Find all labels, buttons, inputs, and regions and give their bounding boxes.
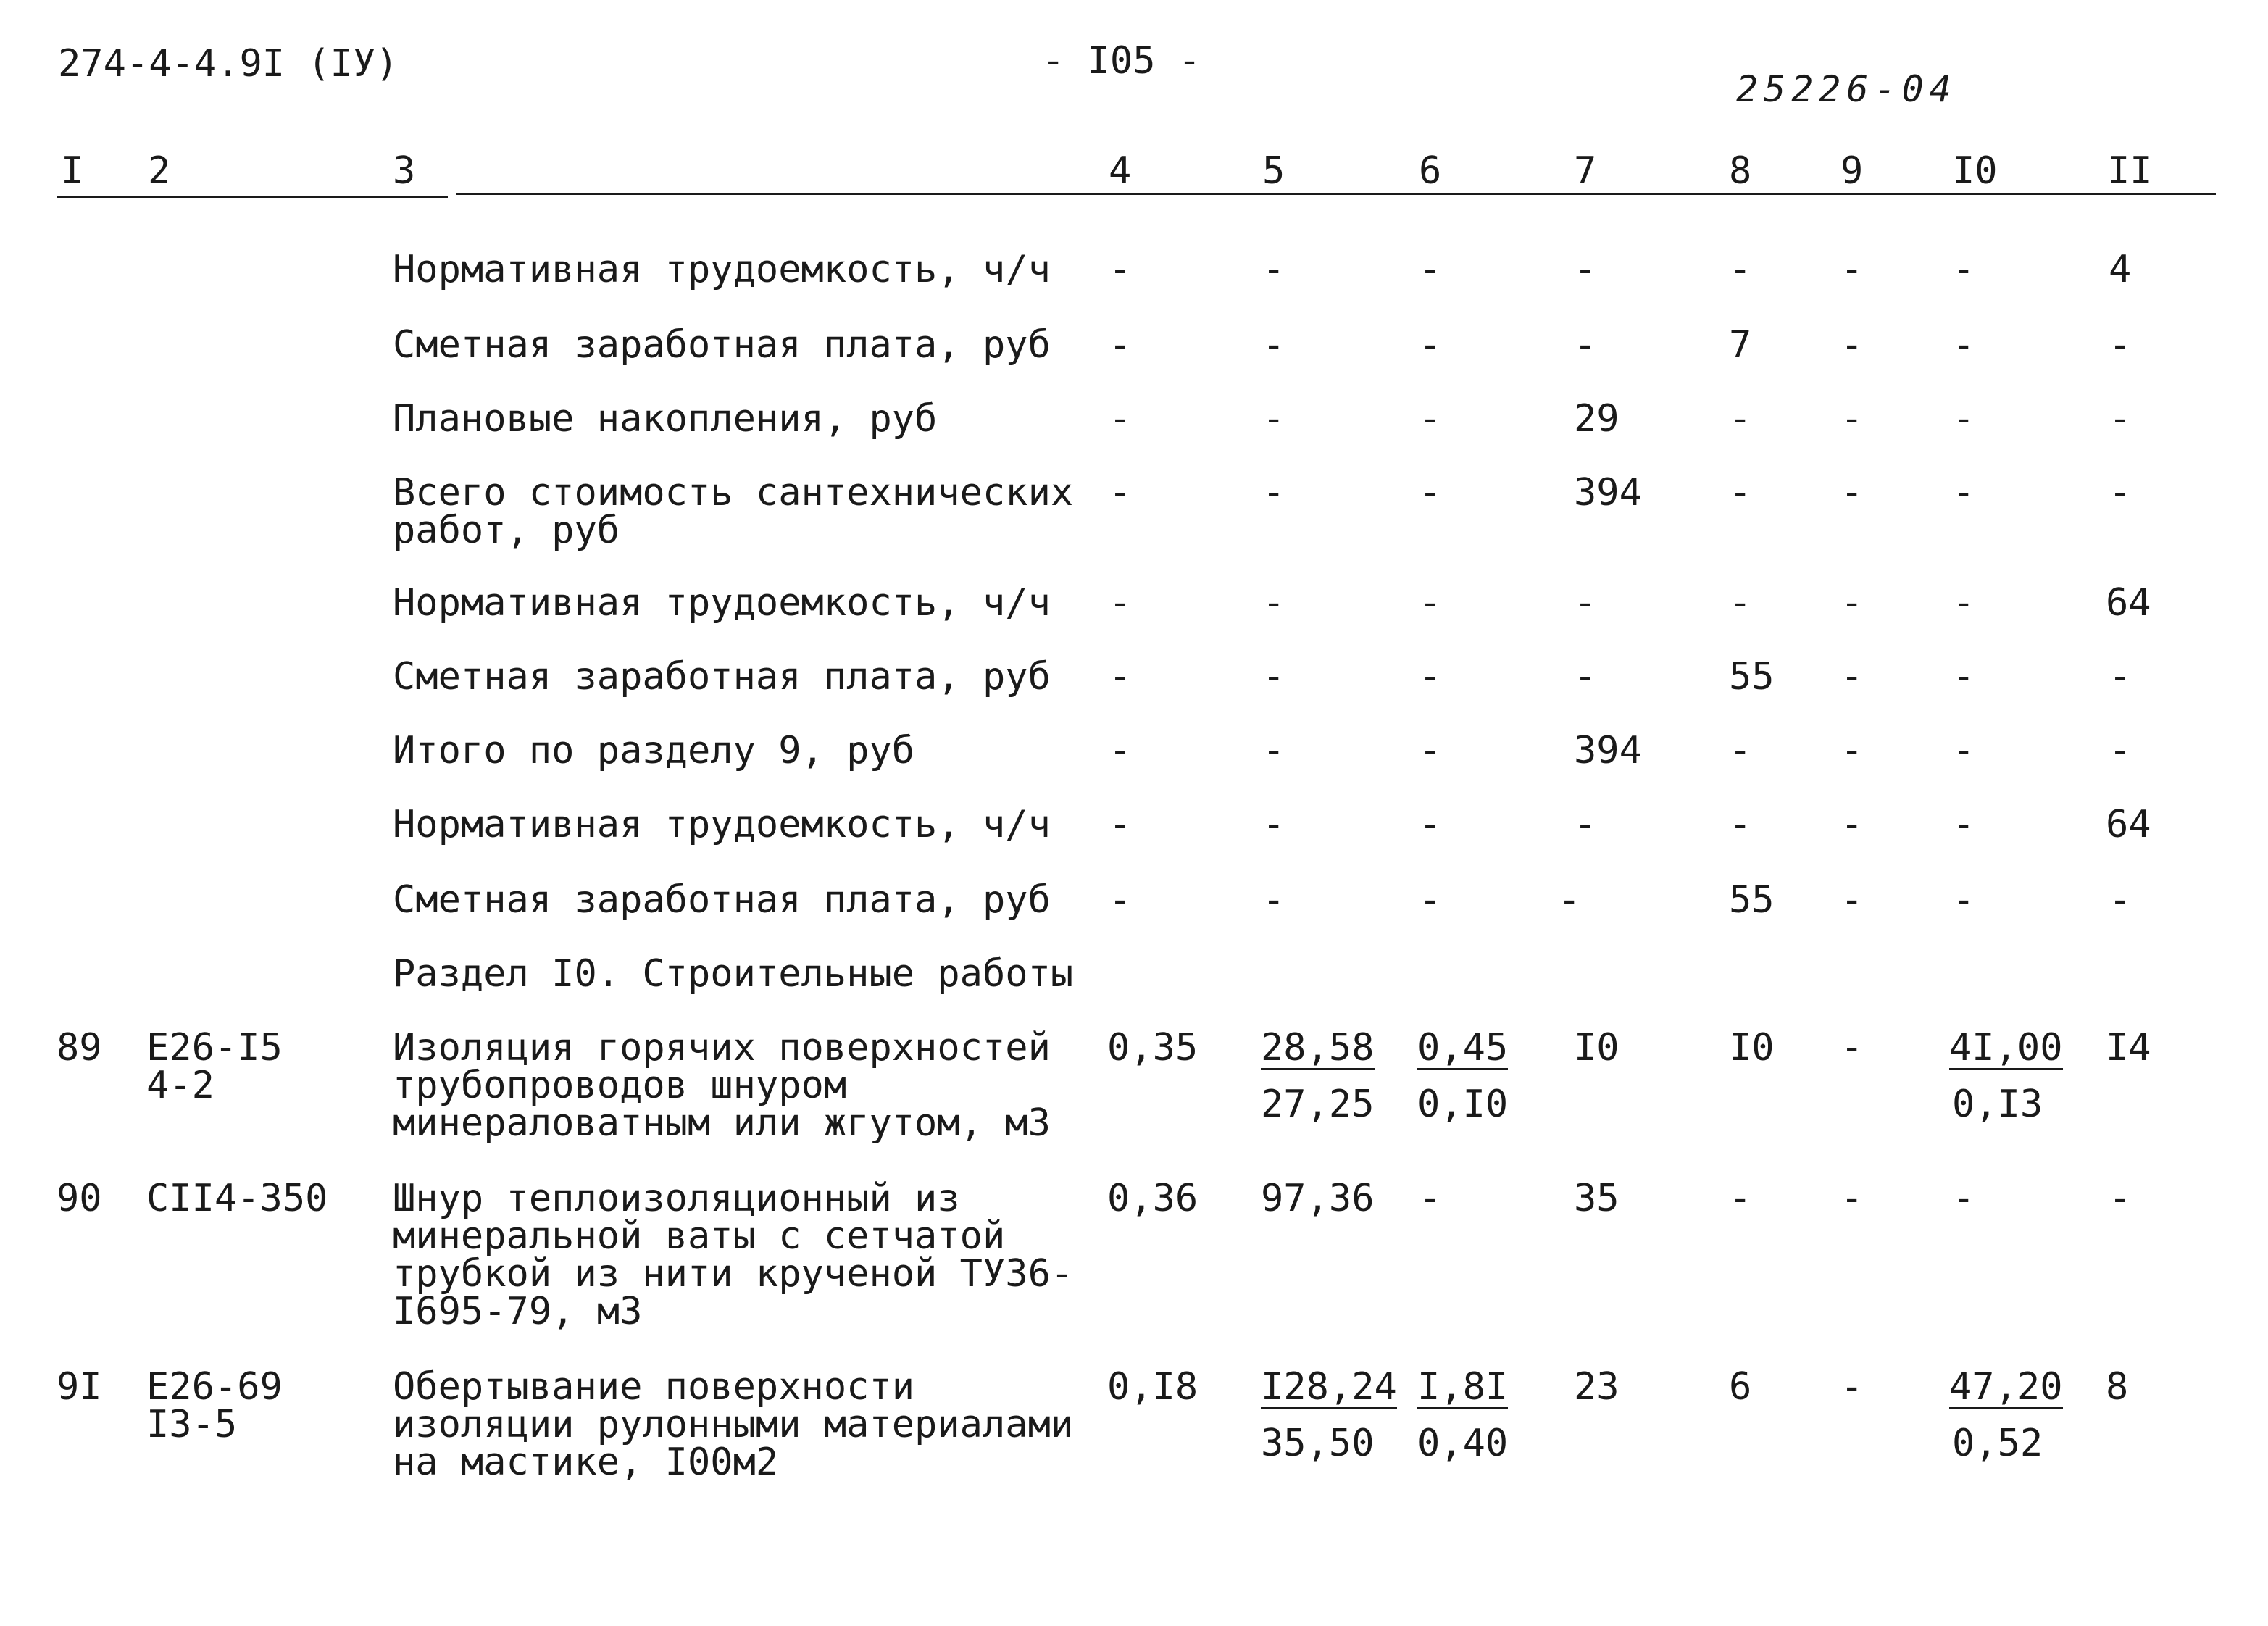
- row-description: Нормативная трудоемкость, ч/ч: [393, 248, 1051, 291]
- cell-col10: -: [1952, 729, 1975, 772]
- cell-col6: -: [1419, 248, 1442, 291]
- col-header-11: II: [2107, 149, 2153, 193]
- cell-col9: -: [1840, 803, 1864, 846]
- cell-col11: -: [2109, 471, 2132, 514]
- col-header-10: I0: [1952, 149, 1998, 193]
- cell-col8: I0: [1729, 1026, 1775, 1070]
- cell-col10: -: [1952, 1177, 1975, 1220]
- cell-col8: -: [1729, 803, 1752, 846]
- cell-col6: -: [1419, 729, 1442, 772]
- row-description: Итого по разделу 9, руб: [393, 729, 915, 772]
- col-header-6: 6: [1419, 149, 1442, 193]
- cell-col8: -: [1729, 581, 1752, 625]
- row-number: 90: [57, 1177, 102, 1220]
- cell-col8: -: [1729, 729, 1752, 772]
- cell-col11: -: [2109, 729, 2132, 772]
- cell-col5-top: I28,24: [1261, 1365, 1397, 1409]
- cell-col4: -: [1109, 397, 1132, 441]
- cell-col4: 0,36: [1107, 1177, 1198, 1220]
- cell-col11: I4: [2106, 1026, 2151, 1070]
- cell-col5: -: [1262, 878, 1285, 922]
- cell-col6: -: [1419, 803, 1442, 846]
- cell-col5-top: 28,58: [1261, 1026, 1375, 1070]
- cell-col9: -: [1840, 878, 1864, 922]
- cell-col4: -: [1109, 471, 1132, 514]
- section-heading: Раздел I0. Строительные работы: [393, 952, 1074, 996]
- cell-col5: -: [1262, 803, 1285, 846]
- cell-col11: 8: [2106, 1365, 2129, 1409]
- cell-col7: -: [1574, 323, 1597, 367]
- cell-col11: -: [2109, 323, 2132, 367]
- page-number: - I05 -: [1042, 39, 1201, 83]
- row-description: Обертывание поверхности изоляции рулонными материалами на мастике, I00м2: [393, 1365, 1074, 1484]
- cell-col10: -: [1952, 655, 1975, 699]
- row-description: Нормативная трудоемкость, ч/ч: [393, 581, 1051, 625]
- cell-col6-top: I,8I: [1417, 1365, 1509, 1409]
- cell-col9: -: [1840, 248, 1864, 291]
- cell-col11: 64: [2106, 581, 2151, 625]
- cell-col10-bottom: 0,I3: [1952, 1083, 2043, 1126]
- cell-col4: -: [1109, 323, 1132, 367]
- cell-col10-bottom: 0,52: [1952, 1422, 2043, 1465]
- cell-col7: -: [1574, 581, 1597, 625]
- cell-col10-top: 4I,00: [1949, 1026, 2063, 1070]
- document-code: 274-4-4.9I (IУ): [58, 42, 399, 86]
- cell-col4: -: [1109, 803, 1132, 846]
- cell-col8: -: [1729, 248, 1752, 291]
- cell-col5: -: [1262, 323, 1285, 367]
- header-rule-left: [57, 196, 448, 198]
- cell-col10-top: 47,20: [1949, 1365, 2063, 1409]
- cell-col8: -: [1729, 397, 1752, 441]
- row-description: Всего стоимость сантехнических работ, руб: [393, 471, 1074, 552]
- cell-col6: -: [1419, 323, 1442, 367]
- col-header-3: 3: [393, 149, 416, 193]
- cell-col6: -: [1419, 878, 1442, 922]
- cell-col5: -: [1262, 655, 1285, 699]
- row-description: Шнур теплоизоляционный из минеральной ваты с сетчатой трубкой из нити крученой ТУ36-I695-79, м3: [393, 1177, 1074, 1333]
- cell-col7: -: [1574, 803, 1597, 846]
- norm-code: СII4-350: [146, 1177, 328, 1220]
- header-rule-right: [456, 193, 2216, 195]
- cell-col9: -: [1840, 397, 1864, 441]
- cell-col8: 55: [1729, 878, 1775, 922]
- handwritten-code: 25226-04: [1736, 68, 1957, 110]
- cell-col11: 4: [2109, 248, 2132, 291]
- cell-col6: -: [1419, 581, 1442, 625]
- cell-col9: -: [1840, 471, 1864, 514]
- cell-col4: -: [1109, 878, 1132, 922]
- cell-col7: I0: [1574, 1026, 1619, 1070]
- cell-col6-bottom: 0,40: [1417, 1422, 1509, 1465]
- cell-col7: 29: [1574, 397, 1619, 441]
- cell-col4: 0,35: [1107, 1026, 1198, 1070]
- row-description: Нормативная трудоемкость, ч/ч: [393, 803, 1051, 846]
- cell-col6: -: [1419, 471, 1442, 514]
- cell-col10: -: [1952, 581, 1975, 625]
- col-header-5: 5: [1262, 149, 1285, 193]
- cell-col10: -: [1952, 248, 1975, 291]
- cell-col10: -: [1952, 803, 1975, 846]
- cell-col11: -: [2109, 1177, 2132, 1220]
- cell-col5: -: [1262, 471, 1285, 514]
- cell-col9: -: [1840, 323, 1864, 367]
- cell-col9: -: [1840, 1177, 1864, 1220]
- cell-col10: -: [1952, 878, 1975, 922]
- cell-col8: -: [1729, 1177, 1752, 1220]
- cell-col9: -: [1840, 729, 1864, 772]
- row-number: 89: [57, 1026, 102, 1070]
- cell-col7: 23: [1574, 1365, 1619, 1409]
- cell-col7: 394: [1574, 729, 1642, 772]
- cell-col5: 97,36: [1261, 1177, 1375, 1220]
- cell-col4: -: [1109, 729, 1132, 772]
- row-number: 9I: [57, 1365, 102, 1409]
- cell-col8: -: [1729, 471, 1752, 514]
- cell-col11: -: [2109, 878, 2132, 922]
- row-description: Сметная заработная плата, руб: [393, 323, 1051, 367]
- row-description: Сметная заработная плата, руб: [393, 655, 1051, 699]
- cell-col7: -: [1574, 248, 1597, 291]
- cell-col8: 6: [1729, 1365, 1752, 1409]
- cell-col5-bottom: 35,50: [1261, 1422, 1375, 1465]
- col-header-7: 7: [1574, 149, 1597, 193]
- cell-col11: 64: [2106, 803, 2151, 846]
- cell-col6-bottom: 0,I0: [1417, 1083, 1509, 1126]
- cell-col7: 394: [1574, 471, 1642, 514]
- cell-col9: -: [1840, 581, 1864, 625]
- cell-col5-bottom: 27,25: [1261, 1083, 1375, 1126]
- cell-col5: -: [1262, 397, 1285, 441]
- cell-col6: -: [1419, 397, 1442, 441]
- cell-col6: -: [1419, 655, 1442, 699]
- cell-col10: -: [1952, 471, 1975, 514]
- cell-col10: -: [1952, 397, 1975, 441]
- cell-col5: -: [1262, 248, 1285, 291]
- cell-col9: -: [1840, 655, 1864, 699]
- cell-col9: -: [1840, 1026, 1864, 1070]
- cell-col6: -: [1419, 1177, 1442, 1220]
- cell-col8: 7: [1729, 323, 1752, 367]
- row-description: Плановые накопления, руб: [393, 397, 938, 441]
- cell-col5: -: [1262, 581, 1285, 625]
- cell-col11: -: [2109, 397, 2132, 441]
- norm-code: Е26-69 I3-5: [146, 1365, 283, 1446]
- cell-col8: 55: [1729, 655, 1775, 699]
- cell-col11: -: [2109, 655, 2132, 699]
- cell-col4: 0,I8: [1107, 1365, 1198, 1409]
- cell-col6-top: 0,45: [1417, 1026, 1509, 1070]
- col-header-4: 4: [1109, 149, 1132, 193]
- cell-col9: -: [1840, 1365, 1864, 1409]
- cell-col5: -: [1262, 729, 1285, 772]
- col-header-2: 2: [148, 149, 171, 193]
- cell-col4: -: [1109, 581, 1132, 625]
- cell-col7: 35: [1574, 1177, 1619, 1220]
- cell-col7: -: [1574, 655, 1597, 699]
- norm-code: Е26-I5 4-2: [146, 1026, 283, 1107]
- col-header-1: I: [61, 149, 84, 193]
- cell-col4: -: [1109, 248, 1132, 291]
- cell-col4: -: [1109, 655, 1132, 699]
- cell-col10: -: [1952, 323, 1975, 367]
- col-header-9: 9: [1840, 149, 1864, 193]
- row-description: Сметная заработная плата, руб: [393, 878, 1051, 922]
- cell-col7: -: [1558, 878, 1581, 922]
- row-description: Изоляция горячих поверхностей трубопроводов шнуром минераловатным или жгутом, м3: [393, 1026, 1051, 1145]
- col-header-8: 8: [1729, 149, 1752, 193]
